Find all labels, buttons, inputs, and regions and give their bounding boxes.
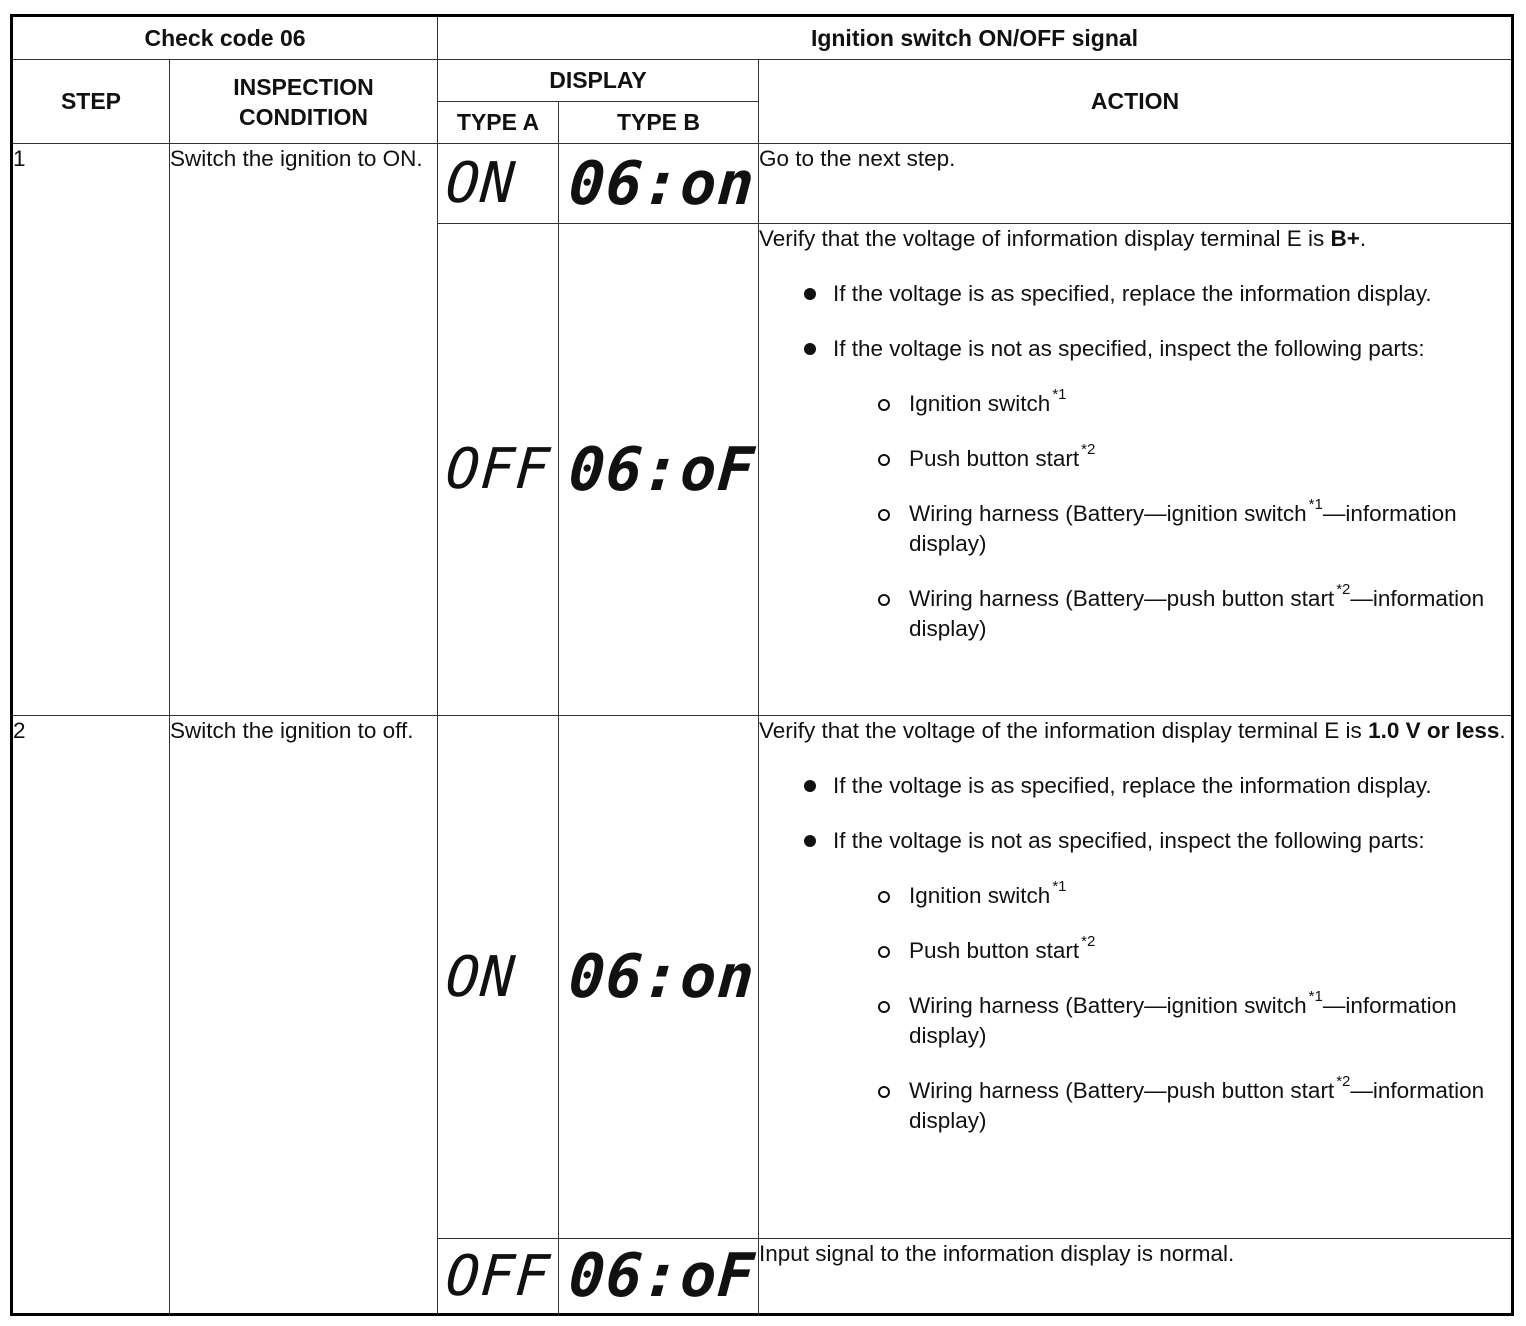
list-item: Ignition switch $^{*1}$: [759, 389, 1511, 419]
lcd-display: 06:oF: [566, 434, 758, 505]
list-item: Push button start $^{*2}$: [759, 936, 1511, 966]
list-item: Wiring harness (Battery—push button start $^{*2}$—information display): [759, 584, 1511, 644]
check-code-table: [10, 14, 1514, 1316]
step-2-condition: Switch the ignition to off.: [170, 716, 438, 1315]
step-1-off-action: [759, 224, 1513, 716]
step-2-off-type-b: [559, 1239, 759, 1315]
step-1-on-type-b: [559, 144, 759, 224]
verify-text: Verify that the voltage of the information display terminal E is 1.0 V or less.: [759, 718, 1506, 743]
list-item: Wiring harness (Battery—push button start $^{*2}$—information display): [759, 1076, 1511, 1136]
list-item: Wiring harness (Battery—ignition switch $^{*1}$—information display): [759, 499, 1511, 559]
step-2-off-action: Input signal to the information display is normal.: [759, 1239, 1513, 1315]
lcd-display: 06:on: [566, 942, 758, 1012]
step-2-on-type-a: [438, 716, 559, 1239]
step-2-on-type-b: [559, 716, 759, 1239]
list-item: If the voltage is not as specified, inspect the following parts: Ignition switch $^{*1}$ Push button start $^{*2}$ Wiring harness (Battery—ignition switch $^{*1}$—information display) Wiring harness (Battery—push button start $^{*2}$—information display): [759, 334, 1511, 644]
list-item: Push button start $^{*2}$: [759, 444, 1511, 474]
lcd-display: ON: [443, 151, 518, 216]
display-header: DISPLAY: [438, 60, 759, 102]
step-1-off-type-b: [559, 224, 759, 716]
list-item: If the voltage is as specified, replace the information display.: [759, 771, 1511, 801]
signal-header: Ignition switch ON/OFF signal: [438, 16, 1513, 60]
lcd-display: 06:on: [566, 148, 758, 219]
list-item: If the voltage is not as specified, inspect the following parts: Ignition switch $^{*1}$ Push button start $^{*2}$ Wiring harness (Battery—ignition switch $^{*1}$—information display) Wiring harness (Battery—push button start $^{*2}$—information display): [759, 826, 1511, 1136]
list-item: Wiring harness (Battery—ignition switch $^{*1}$—information display): [759, 991, 1511, 1051]
lcd-display: 06:oF: [566, 1241, 758, 1311]
list-item: Ignition switch $^{*1}$: [759, 881, 1511, 911]
lcd-display: OFF: [443, 1243, 553, 1309]
inspection-header: INSPECTION CONDITION: [170, 60, 438, 144]
step-2-number: 2: [12, 716, 170, 1315]
step-2-off-type-a: [438, 1239, 559, 1315]
type-a-header: TYPE A: [438, 102, 559, 144]
lcd-display: OFF: [443, 437, 553, 502]
step-1-on-action: Go to the next step.: [759, 144, 1513, 224]
step-1-on-type-a: [438, 144, 559, 224]
step-1-number: 1: [12, 144, 170, 716]
step-1-off-type-a: [438, 224, 559, 716]
action-header: ACTION: [759, 60, 1513, 144]
check-code-header: Check code 06: [12, 16, 438, 60]
type-b-header: TYPE B: [559, 102, 759, 144]
lcd-display: ON: [443, 944, 518, 1010]
step-1-condition: Switch the ignition to ON.: [170, 144, 438, 716]
list-item: If the voltage is as specified, replace the information display.: [759, 279, 1511, 309]
step-header: STEP: [12, 60, 170, 144]
verify-text: Verify that the voltage of information display terminal E is B+.: [759, 226, 1367, 251]
step-2-on-action: [759, 716, 1513, 1239]
